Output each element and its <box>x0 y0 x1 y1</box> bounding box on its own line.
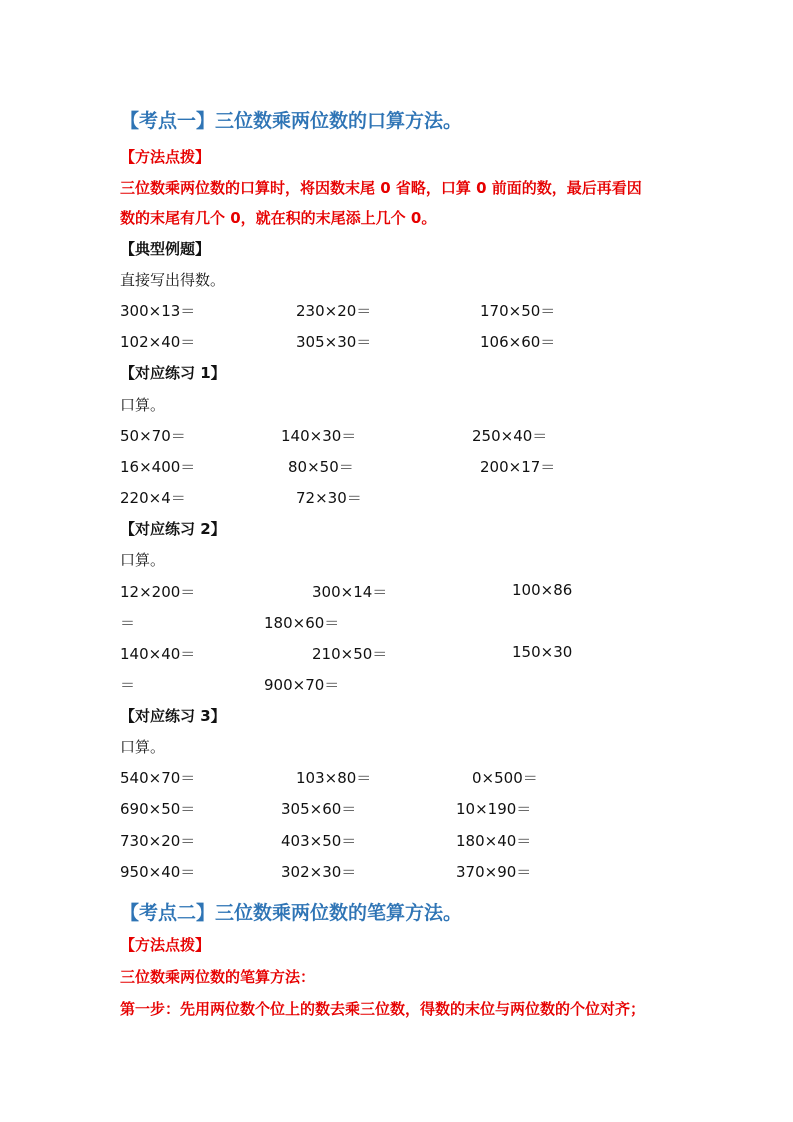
problem: 305×30＝ <box>296 333 372 351</box>
problem: 140×40＝ <box>120 645 196 663</box>
problem: 220×4＝ <box>120 489 186 507</box>
method-text-line1: 三位数乘两位数的口算时，将因数末尾 0 省略，口算 0 前面的数，最后再看因 <box>120 179 642 197</box>
problem: 730×20＝ <box>120 832 196 850</box>
problem: 80×50＝ <box>288 458 354 476</box>
problem: 16×400＝ <box>120 458 196 476</box>
problem: 150×30 <box>512 643 573 661</box>
practice2-instruction: 口算。 <box>120 551 166 569</box>
practice3-instruction: 口算。 <box>120 738 166 756</box>
section2-heading: 【考点二】三位数乘两位数的笔算方法。 <box>120 902 463 924</box>
problem: 370×90＝ <box>456 863 532 881</box>
problem: 100×86 <box>512 581 573 599</box>
problem: 210×50＝ <box>312 645 388 663</box>
problem: 302×30＝ <box>281 863 357 881</box>
method-text-line1: 三位数乘两位数的笔算方法： <box>120 968 316 986</box>
example-tag: 【典型例题】 <box>120 240 211 258</box>
problem: ＝ <box>120 614 136 632</box>
problem: 950×40＝ <box>120 863 196 881</box>
method-tag: 【方法点拨】 <box>120 936 211 954</box>
problem: 50×70＝ <box>120 427 186 445</box>
problem: 72×30＝ <box>296 489 362 507</box>
problem: 12×200＝ <box>120 583 196 601</box>
practice1-instruction: 口算。 <box>120 396 166 414</box>
problem: 305×60＝ <box>281 800 357 818</box>
problem: 103×80＝ <box>296 769 372 787</box>
problem: ＝ <box>120 676 136 694</box>
problem: 10×190＝ <box>456 800 532 818</box>
problem: 170×50＝ <box>480 302 556 320</box>
problem: 180×60＝ <box>264 614 340 632</box>
problem: 140×30＝ <box>281 427 357 445</box>
example-instruction: 直接写出得数。 <box>120 271 226 289</box>
problem: 250×40＝ <box>472 427 548 445</box>
problem: 102×40＝ <box>120 333 196 351</box>
method-text-line2: 数的末尾有几个 0，就在积的末尾添上几个 0。 <box>120 209 437 227</box>
problem: 900×70＝ <box>264 676 340 694</box>
problem: 0×500＝ <box>472 769 538 787</box>
problem: 300×13＝ <box>120 302 196 320</box>
problem: 403×50＝ <box>281 832 357 850</box>
problem: 690×50＝ <box>120 800 196 818</box>
problem: 180×40＝ <box>456 832 532 850</box>
practice3-tag: 【对应练习 3】 <box>120 707 226 725</box>
problem: 230×20＝ <box>296 302 372 320</box>
problem: 106×60＝ <box>480 333 556 351</box>
problem: 300×14＝ <box>312 583 388 601</box>
section1-heading: 【考点一】三位数乘两位数的口算方法。 <box>120 110 463 132</box>
practice1-tag: 【对应练习 1】 <box>120 364 226 382</box>
problem: 540×70＝ <box>120 769 196 787</box>
problem: 200×17＝ <box>480 458 556 476</box>
method-text-line2: 第一步：先用两位数个位上的数去乘三位数，得数的末位与两位数的个位对齐； <box>120 1000 646 1018</box>
practice2-tag: 【对应练习 2】 <box>120 520 226 538</box>
method-tag: 【方法点拨】 <box>120 148 211 166</box>
